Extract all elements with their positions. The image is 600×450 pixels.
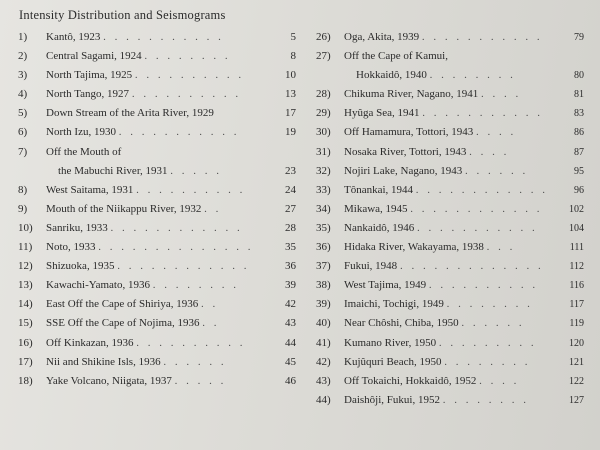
dot-leader: . . . . .	[174, 374, 227, 387]
dot-leader: . . . . . . . . . . . .	[410, 202, 543, 215]
entry-number: 11)	[18, 241, 33, 254]
dot-leader: . . . . . . . . . .	[428, 279, 539, 292]
dot-leader: . . . . . . . .	[446, 298, 533, 311]
entry-title: Kumano River, 1950	[344, 336, 437, 349]
entry-title: SSE Off the Cape of Nojima, 1936	[46, 317, 200, 330]
entry-number: 38)	[316, 279, 331, 292]
page-number: 112	[569, 261, 584, 273]
entry-number: 14)	[18, 298, 33, 311]
page-number: 5	[290, 31, 296, 43]
toc-entry	[316, 85, 586, 104]
entry-title: Yake Volcano, Niigata, 1937	[46, 374, 172, 387]
toc-entry	[18, 47, 300, 66]
entry-number: 26)	[316, 31, 331, 43]
page-number: 87	[574, 146, 584, 158]
page-number: 42	[285, 298, 296, 311]
toc-entry	[316, 391, 586, 410]
page-number: 86	[574, 127, 584, 139]
toc-entry	[316, 276, 586, 295]
toc-entry	[18, 123, 300, 142]
toc-entry	[18, 257, 300, 276]
entry-number: 4)	[18, 88, 28, 101]
entry-number: 36)	[316, 241, 331, 254]
entry-title: West Saitama, 1931	[46, 183, 134, 196]
page-number: 8	[290, 50, 296, 63]
entry-number: 9)	[18, 202, 28, 215]
dot-leader: . . . . . .	[163, 355, 227, 368]
dot-leader: . . . .	[481, 88, 522, 101]
entry-number: 17)	[18, 355, 33, 368]
entry-title: Noto, 1933	[46, 241, 96, 254]
entry-title: Central Sagami, 1924	[46, 50, 142, 63]
dot-leader: . .	[202, 317, 220, 330]
dot-leader: . . . . . . . . . . . .	[117, 260, 250, 273]
page-number: 44	[285, 336, 296, 349]
entry-number: 41)	[316, 336, 331, 349]
entry-title: Down Stream of the Arita River, 1929	[46, 107, 214, 120]
entry-title: Fukui, 1948	[344, 260, 398, 273]
page-number: 79	[574, 32, 584, 43]
entry-number: 18)	[18, 374, 33, 387]
dot-leader: . . . . . . . . . . .	[422, 107, 543, 120]
entry-title: East Off the Cape of Shiriya, 1936	[46, 298, 199, 311]
page-number: 127	[569, 394, 584, 406]
entry-number: 43)	[316, 374, 331, 387]
toc-entry	[18, 276, 300, 295]
toc-entry	[316, 123, 586, 142]
page-number: 45	[285, 355, 296, 368]
page-number: 83	[574, 108, 584, 120]
toc-entry	[316, 334, 586, 353]
dot-leader: . . . . . . . .	[442, 393, 529, 406]
dot-leader: . . . . . . . .	[444, 355, 531, 368]
dot-leader: . . . . . . . . . . . .	[110, 221, 243, 234]
dot-leader: . . . . . . . . . . .	[118, 126, 240, 139]
entry-title: Mikawa, 1945	[344, 202, 408, 215]
entry-title: Nojiri Lake, Nagano, 1943	[344, 164, 463, 177]
toc-entry	[316, 104, 586, 123]
toc-entry	[18, 200, 300, 219]
entry-number: 39)	[316, 298, 331, 311]
toc-entry	[18, 85, 300, 104]
page-number: 13	[285, 88, 296, 101]
toc-entry	[18, 162, 300, 181]
entry-number: 2)	[18, 50, 28, 63]
entry-number: 44)	[316, 393, 331, 406]
page-number: 36	[285, 260, 296, 273]
dot-leader: . . . .	[479, 374, 520, 387]
entry-title: Near Chôshi, Chiba, 1950	[344, 317, 459, 330]
dot-leader: . . . . . .	[461, 317, 525, 330]
dot-leader: . . . . . . . .	[152, 279, 239, 292]
page-number: 19	[285, 126, 296, 139]
dot-leader: . . . . . . . . . . .	[417, 221, 538, 234]
entry-title: Oga, Akita, 1939	[344, 31, 420, 43]
entry-number: 8)	[18, 183, 28, 196]
entry-title: Off the Cape of Kamui,	[344, 50, 448, 63]
entry-number: 31)	[316, 145, 331, 158]
toc-entry	[18, 334, 300, 353]
page-number: 17	[285, 107, 296, 120]
toc-entry	[316, 162, 586, 181]
page-number: 95	[574, 165, 584, 177]
page-number: 10	[285, 69, 296, 82]
entry-number: 3)	[18, 69, 28, 82]
toc-entry	[316, 372, 586, 391]
dot-leader: . . . . . . . . . . . . .	[399, 260, 544, 273]
page-number: 39	[285, 279, 296, 292]
toc-entry	[316, 353, 586, 372]
entry-number: 32)	[316, 164, 331, 177]
entry-number: 15)	[18, 317, 33, 330]
dot-leader: . . . . . . . . . .	[136, 336, 246, 349]
entry-title: Off Kinkazan, 1936	[46, 336, 134, 349]
entry-title: North Tango, 1927	[46, 88, 130, 101]
dot-leader: . . . . . . . . . .	[134, 69, 245, 82]
dot-leader: . .	[204, 202, 222, 215]
entry-title: Kantô, 1923	[46, 31, 101, 43]
page-number: 81	[574, 89, 584, 101]
entry-number: 16)	[18, 336, 33, 349]
entry-number: 13)	[18, 279, 33, 292]
page-number: 119	[569, 318, 584, 330]
toc-entry	[316, 47, 586, 66]
entry-title: Kawachi-Yamato, 1936	[46, 279, 150, 292]
dot-leader: . . . . . . . . . .	[136, 183, 246, 196]
entry-title: Shizuoka, 1935	[46, 260, 115, 273]
dot-leader: . . . . .	[170, 164, 223, 177]
entry-title: Off Tokaichi, Hokkaidô, 1952	[344, 374, 477, 387]
toc-entry	[316, 66, 586, 85]
toc-entry	[18, 66, 300, 85]
section-title: Intensity Distribution and Seismograms	[19, 8, 226, 22]
entry-title: Tônankai, 1944	[344, 183, 414, 196]
page-number: 35	[285, 241, 296, 254]
entry-number: 10)	[18, 221, 33, 234]
entry-title: Nosaka River, Tottori, 1943	[344, 145, 467, 158]
entry-number: 35)	[316, 221, 331, 234]
toc-entry	[18, 181, 300, 200]
dot-leader: . . . .	[476, 126, 517, 139]
toc-entry	[316, 200, 586, 219]
toc-entry	[18, 143, 300, 162]
dot-leader: . . .	[486, 241, 516, 254]
page-number: 27	[285, 202, 296, 215]
toc-entry	[18, 104, 300, 123]
entry-number: 29)	[316, 107, 331, 120]
toc-entry	[18, 238, 300, 257]
entry-title: Chikuma River, Nagano, 1941	[344, 88, 479, 101]
toc-column-right	[316, 28, 586, 410]
page-number: 46	[285, 374, 296, 387]
toc-entry	[316, 257, 586, 276]
toc-entry	[18, 353, 300, 372]
page-number: 24	[285, 183, 296, 196]
entry-title: Nankaidô, 1946	[344, 221, 415, 234]
entry-title: Hidaka River, Wakayama, 1938	[344, 241, 484, 254]
toc-entry	[316, 143, 586, 162]
page-number: 102	[569, 203, 584, 215]
entry-title: the Mabuchi River, 1931	[58, 164, 168, 177]
page-number: 23	[285, 164, 296, 177]
dot-leader: . . . . . . . . . . .	[103, 31, 224, 43]
entry-title: Kujûquri Beach, 1950	[344, 355, 442, 368]
entry-title: Mouth of the Niikappu River, 1932	[46, 202, 202, 215]
entry-number: 37)	[316, 260, 331, 273]
entry-title: North Tajima, 1925	[46, 69, 133, 82]
entry-title: North Izu, 1930	[46, 126, 116, 139]
dot-leader: . . . .	[469, 145, 510, 158]
toc-entry	[316, 28, 586, 47]
dot-leader: . .	[201, 298, 219, 311]
page-number: 122	[569, 375, 584, 387]
page-number: 117	[569, 299, 584, 311]
page-number: 120	[569, 337, 584, 349]
dot-leader: . . . . . . . .	[144, 50, 231, 63]
toc-entry	[18, 372, 300, 391]
page-number: 96	[574, 184, 584, 196]
entry-number: 6)	[18, 126, 28, 139]
entry-title: Hokkaidô, 1940	[356, 69, 427, 82]
dot-leader: . . . . . .	[464, 164, 529, 177]
dot-leader: . . . . . . . . . . .	[421, 31, 543, 43]
entry-title: Daishôji, Fukui, 1952	[344, 393, 440, 406]
toc-column-left	[18, 28, 300, 391]
entry-title: Off Hamamura, Tottori, 1943	[344, 126, 474, 139]
entry-title: Off the Mouth of	[46, 145, 122, 158]
page-number: 104	[569, 222, 584, 234]
entry-title: Sanriku, 1933	[46, 221, 108, 234]
page-number: 43	[285, 317, 296, 330]
page-number: 111	[569, 242, 584, 254]
page-number: 28	[285, 221, 296, 234]
entry-number: 27)	[316, 50, 331, 63]
entry-title: Imaichi, Tochigi, 1949	[344, 298, 444, 311]
entry-number: 33)	[316, 183, 331, 196]
entry-number: 1)	[18, 31, 28, 43]
page-number: 121	[569, 356, 584, 368]
entry-number: 7)	[18, 145, 28, 158]
dot-leader: . . . . . . . . . . . .	[415, 183, 549, 196]
toc-entry	[316, 314, 586, 333]
entry-number: 34)	[316, 202, 331, 215]
entry-title: Hyûga Sea, 1941	[344, 107, 420, 120]
entry-number: 28)	[316, 88, 331, 101]
dot-leader: . . . . . . . . . . . . . .	[98, 241, 254, 254]
dot-leader: . . . . . . . . . .	[131, 88, 242, 101]
entry-number: 12)	[18, 260, 33, 273]
toc-entry	[18, 219, 300, 238]
toc-entry	[316, 238, 586, 257]
entry-number: 42)	[316, 355, 331, 368]
toc-entry	[18, 295, 300, 314]
page-number: 116	[569, 280, 584, 292]
toc-entry	[316, 295, 586, 314]
dot-leader: . . . . . . . . .	[438, 336, 537, 349]
entry-title: Nii and Shikine Isls, 1936	[46, 355, 161, 368]
toc-entry	[316, 181, 586, 200]
entry-title: West Tajima, 1949	[344, 279, 427, 292]
entry-number: 30)	[316, 126, 331, 139]
toc-entry	[18, 314, 300, 333]
entry-number: 5)	[18, 107, 28, 120]
toc-entry	[316, 219, 586, 238]
dot-leader: . . . . . . . .	[429, 69, 516, 82]
entry-number: 40)	[316, 317, 331, 330]
page-number: 80	[574, 70, 584, 82]
toc-entry	[18, 28, 300, 47]
